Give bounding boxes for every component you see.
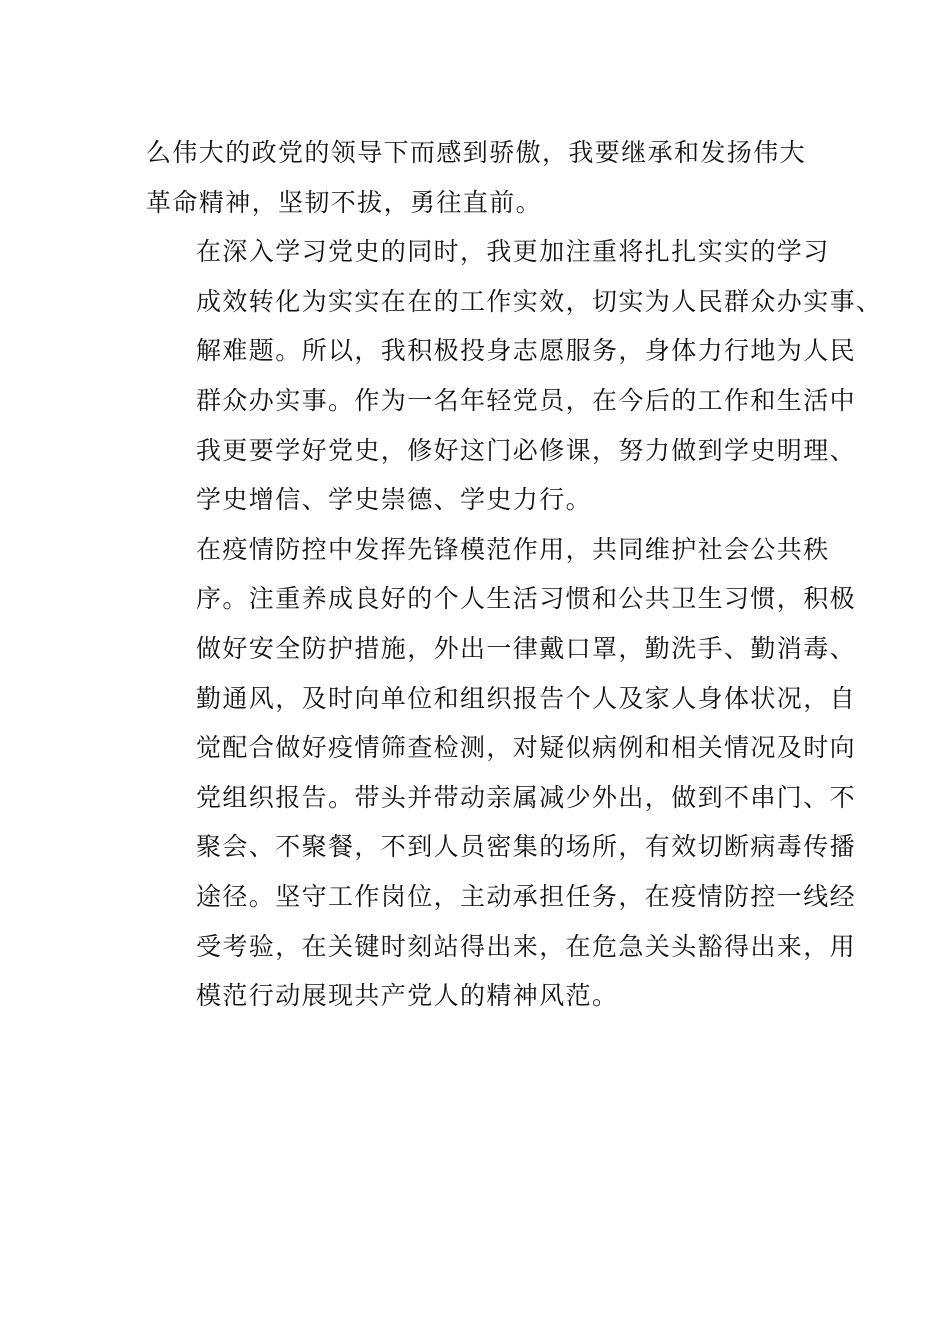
paragraph-2 xyxy=(146,227,883,525)
text-line: 模范行动展现共产党人的精神风范。 xyxy=(196,981,619,1011)
text-line: 成效转化为实实在在的工作实效，切实为人民群众办实事、 xyxy=(196,286,883,316)
text-line: 我更要学好党史，修好这门必修课，努力做到学史明理、 xyxy=(196,435,857,465)
text-line: 在深入学习党史的同时，我更加注重将扎扎实实的学习 xyxy=(196,237,830,267)
paragraph-1 xyxy=(146,128,806,227)
text-line: 受考验，在关键时刻站得出来，在危急关头豁得出来，用 xyxy=(196,931,857,961)
text-line: 在疫情防控中发挥先锋模范作用，共同维护社会公共秩 xyxy=(196,534,830,564)
text-line: 党组织报告。带头并带动亲属减少外出，做到不串门、不 xyxy=(196,782,857,812)
document-body xyxy=(146,128,883,1021)
text-line: 途径。坚守工作岗位，主动承担任务，在疫情防控一线经 xyxy=(196,881,857,911)
text-line: 群众办实事。作为一名年轻党员，在今后的工作和生活中 xyxy=(196,385,857,415)
text-line: 革命精神，坚韧不拔，勇往直前。 xyxy=(146,187,543,217)
text-line: 勤通风，及时向单位和组织报告个人及家人身体状况，自 xyxy=(196,683,857,713)
paragraph-3 xyxy=(146,525,857,1021)
text-line: 解难题。所以，我积极投身志愿服务，身体力行地为人民 xyxy=(196,336,857,366)
text-line: 序。注重养成良好的个人生活习惯和公共卫生习惯，积极 xyxy=(196,584,857,614)
text-line: 做好安全防护措施，外出一律戴口罩，勤洗手、勤消毒、 xyxy=(196,633,857,663)
text-line: 聚会、不聚餐，不到人员密集的场所，有效切断病毒传播 xyxy=(196,832,857,862)
text-line: 学史增信、学史崇德、学史力行。 xyxy=(196,485,593,515)
text-line: 觉配合做好疫情筛查检测，对疑似病例和相关情况及时向 xyxy=(196,733,857,763)
text-line: 么伟大的政党的领导下而感到骄傲，我要继承和发扬伟大 xyxy=(146,138,807,167)
